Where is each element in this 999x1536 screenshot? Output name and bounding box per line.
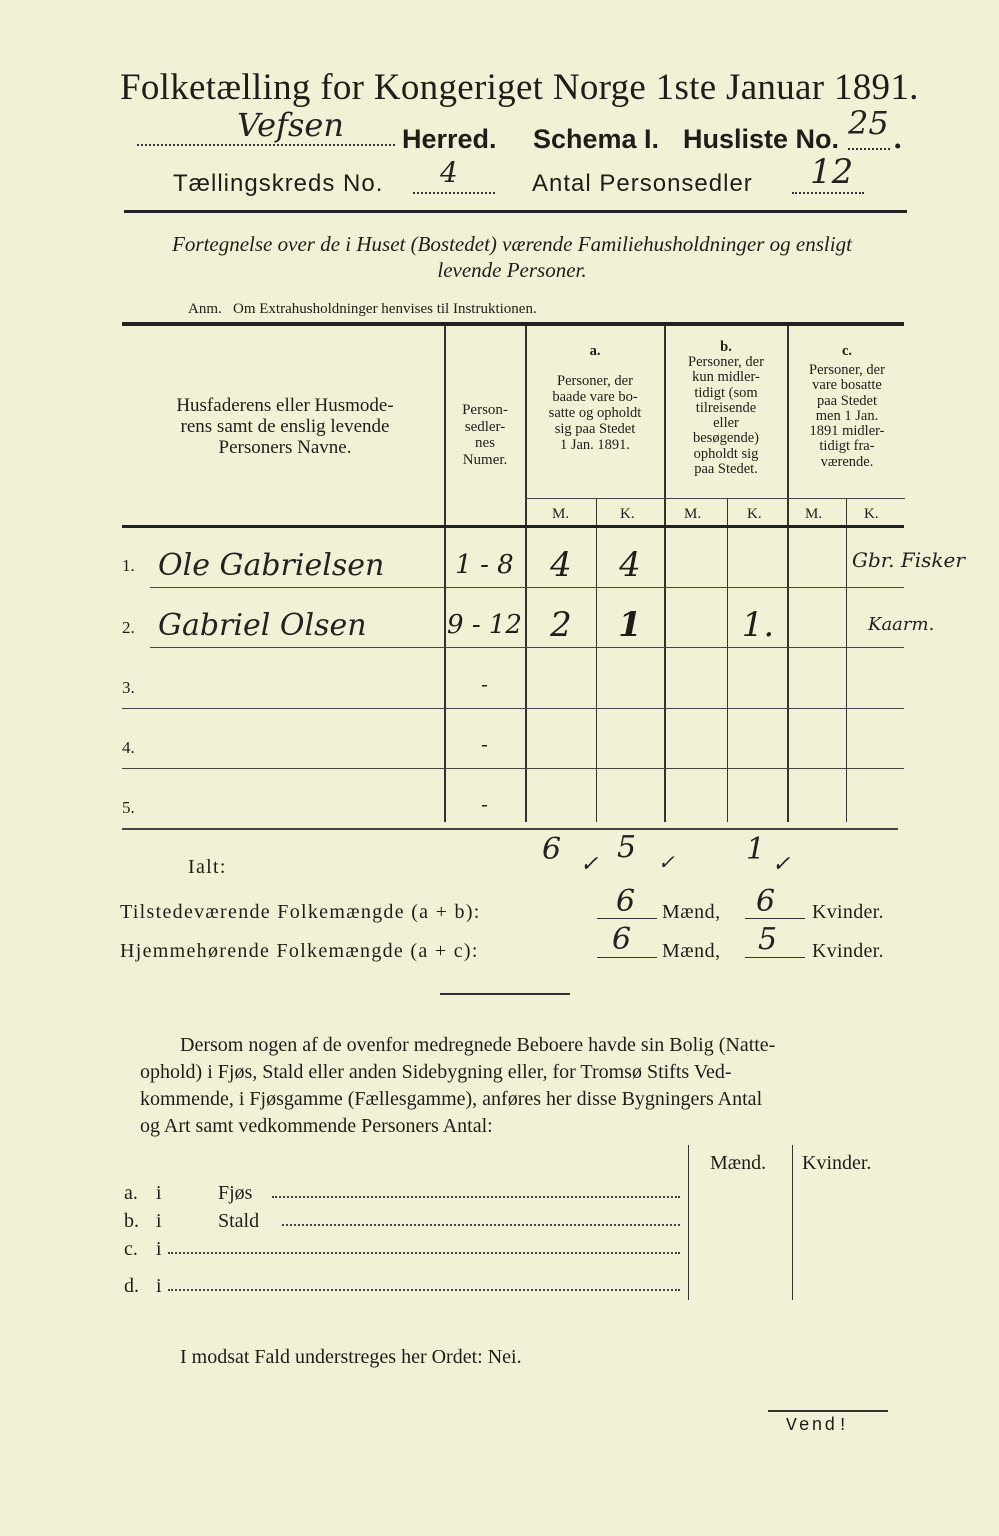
col-c-line: værende. xyxy=(820,453,874,470)
hjemme-label: Hjemmehørende Folkemængde (a + c): xyxy=(120,940,479,962)
row-personsedler-num: - xyxy=(481,792,488,816)
item-letter: b. xyxy=(124,1210,139,1232)
col-num-header xyxy=(447,402,523,468)
hjemme-kvinder-label: Kvinder. xyxy=(812,940,884,962)
paragraph-line: Dersom nogen af de ovenfor medregnede Beboere havde sin Bolig (Natte- xyxy=(180,1034,776,1056)
ialt-label: Ialt: xyxy=(188,856,227,878)
col-c-line: Personer, der xyxy=(809,362,885,379)
item-dotline xyxy=(272,1196,680,1198)
tilstede-kvinder-label: Kvinder. xyxy=(812,901,884,923)
row-line xyxy=(122,708,904,709)
col-c-line: 1891 midler- xyxy=(809,423,885,440)
ialt-b-k: 1 xyxy=(746,832,766,867)
vend-rule xyxy=(768,1410,888,1412)
col-a-header xyxy=(527,344,663,454)
col-a-letter: a. xyxy=(589,343,601,359)
col-b-line: tilreisende xyxy=(695,399,757,416)
col-c-line: men 1 Jan. xyxy=(815,407,879,424)
a-m-label: M. xyxy=(552,506,570,522)
col-b-line: eller xyxy=(713,415,739,432)
row-name: Gabriel Olsen xyxy=(158,608,367,643)
col-num-line: sedler- xyxy=(464,418,506,435)
lower-vline xyxy=(688,1145,689,1300)
item-i: i xyxy=(156,1275,162,1297)
row-a-k: 1 xyxy=(618,605,642,645)
row-number: 4. xyxy=(122,738,135,757)
tilstede-label: Tilstedeværende Folkemængde (a + b): xyxy=(120,901,481,923)
herred-label: Herred. xyxy=(402,124,497,154)
col-num-line: Person- xyxy=(462,402,508,418)
item-letter: c. xyxy=(124,1238,138,1260)
col-b-header xyxy=(666,340,786,477)
row-a-m: 2 xyxy=(550,605,572,645)
table-bottom-line xyxy=(122,828,898,830)
row-name: Ole Gabrielsen xyxy=(158,548,385,583)
c-m-label: M. xyxy=(805,506,823,522)
row-number: 1. xyxy=(122,556,135,575)
col-b-line: Personer, der xyxy=(688,354,764,371)
col-names-line: Husfaderens eller Husmode- xyxy=(176,395,394,416)
lower-kvinder-header: Kvinder. xyxy=(802,1152,872,1174)
item-i: i xyxy=(156,1210,162,1232)
modsat-text: I modsat Fald understreges her Ordet: Nei. xyxy=(180,1346,522,1368)
row-number: 5. xyxy=(122,798,135,817)
item-letter: d. xyxy=(124,1275,139,1297)
col-names-line: Personers Navne. xyxy=(218,436,352,458)
antal-value: 12 xyxy=(810,152,854,192)
check-mark: ✓ xyxy=(658,850,675,874)
b-m-label: M. xyxy=(684,506,702,522)
col-b-line: kun midler- xyxy=(692,369,760,386)
fortegnelse-line1: Fortegnelse over de i Huset (Bostedet) værende Familiehusholdninger og ensligt xyxy=(172,232,852,256)
header-rule xyxy=(124,210,907,213)
ialt-a-m: 6 xyxy=(542,832,562,867)
col-c-letter: c. xyxy=(841,343,853,359)
col-names-line: rens samt de enslig levende xyxy=(180,415,390,437)
col-num-line: nes xyxy=(475,435,495,451)
b-k-label: K. xyxy=(747,506,762,522)
item-i: i xyxy=(156,1238,162,1260)
anm-note: Anm. Om Extrahusholdninger henvises til Instruktionen. xyxy=(188,301,537,317)
col-b-letter: b. xyxy=(720,339,732,355)
antal-label: Antal Personsedler xyxy=(532,170,753,197)
col-a-line: sig paa Stedet xyxy=(554,420,636,437)
row-personsedler-num: - xyxy=(481,672,488,696)
col-b-line: opholdt sig xyxy=(693,445,759,462)
row-personsedler-num: 1 - 8 xyxy=(455,550,514,580)
row-line xyxy=(122,768,904,769)
section-divider xyxy=(440,993,570,995)
row-a-k: 4 xyxy=(619,545,641,585)
table-vline xyxy=(846,498,847,822)
hjemme-k-line xyxy=(745,957,805,958)
row-number: 3. xyxy=(122,678,135,697)
col-a-line: baade vare bo- xyxy=(552,388,638,405)
col-a-line: 1 Jan. 1891. xyxy=(559,436,631,453)
herred-value: Vefsen xyxy=(237,106,344,144)
tilstede-maend-label: Mænd, xyxy=(662,901,721,923)
taellingskreds-label: Tællingskreds No. xyxy=(173,170,384,197)
col-c-line: tidigt fra- xyxy=(819,438,875,455)
row-note: Kaarm. xyxy=(868,614,935,635)
hjemme-maend-label: Mænd, xyxy=(662,940,721,962)
tilstede-k-value: 6 xyxy=(756,884,776,919)
col-b-line: tidigt (som xyxy=(694,384,758,401)
row-number: 2. xyxy=(122,618,135,637)
col-b-line: besøgende) xyxy=(692,430,760,447)
lower-vline xyxy=(792,1145,793,1300)
col-b-line: paa Stedet. xyxy=(694,460,758,477)
hjemme-m-line xyxy=(597,957,657,958)
schema-label: Schema I. xyxy=(533,124,660,154)
lower-maend-header: Mænd. xyxy=(710,1152,767,1174)
table-header-bottom-rule xyxy=(122,525,904,528)
item-label: Stald xyxy=(218,1210,260,1232)
hjemme-m-value: 6 xyxy=(612,922,632,957)
row-a-m: 4 xyxy=(550,545,572,585)
husliste-period: . xyxy=(893,124,903,155)
col-a-line: Personer, der xyxy=(557,372,633,389)
check-mark: ✓ xyxy=(772,852,791,877)
item-dotline xyxy=(168,1252,680,1254)
row-b-k: 1. xyxy=(741,605,775,645)
c-k-label: K. xyxy=(864,506,879,522)
item-i: i xyxy=(156,1182,162,1204)
instruction-paragraph xyxy=(140,1032,910,1140)
col-a-line: satte og opholdt xyxy=(548,404,642,421)
table-vline xyxy=(727,498,728,822)
taellingskreds-value: 4 xyxy=(440,156,458,189)
row-personsedler-num: - xyxy=(481,732,488,756)
col-names-header xyxy=(130,396,440,459)
check-mark: ✓ xyxy=(580,852,599,877)
hjemme-k-value: 5 xyxy=(758,922,778,957)
col-c-line: paa Stedet xyxy=(817,392,877,409)
mk-subheader-rule xyxy=(525,498,905,499)
col-c-header xyxy=(789,344,905,470)
paragraph-line: kommende, i Fjøsgamme (Fællesgamme), anføres her disse Bygningers Antal xyxy=(140,1088,763,1110)
form-title: Folketælling for Kongeriget Norge 1ste Januar 1891. xyxy=(120,67,919,108)
row-personsedler-num: 9 - 12 xyxy=(447,610,522,640)
row-line xyxy=(150,587,904,588)
item-letter: a. xyxy=(124,1182,138,1204)
paragraph-line: og Art samt vedkommende Personers Antal: xyxy=(140,1115,493,1137)
paragraph-line: ophold) i Fjøs, Stald eller anden Sidebygning eller, for Tromsø Stifts Ved- xyxy=(140,1061,732,1083)
col-num-line: Numer. xyxy=(462,451,508,468)
a-k-label: K. xyxy=(620,506,635,522)
item-dotline xyxy=(282,1224,680,1226)
item-dotline xyxy=(168,1289,680,1291)
ialt-a-k: 5 xyxy=(617,830,637,865)
col-c-line: vare bosatte xyxy=(812,377,882,394)
vend-label: Vend! xyxy=(786,1416,851,1436)
fortegnelse-line2: levende Personer. xyxy=(437,258,587,282)
item-label: Fjøs xyxy=(218,1182,253,1204)
husliste-label: Husliste No. xyxy=(683,124,840,154)
row-note: Gbr. Fisker xyxy=(852,548,965,572)
tilstede-m-value: 6 xyxy=(616,884,636,919)
row-line xyxy=(150,647,904,648)
husliste-value: 25 xyxy=(848,104,889,142)
